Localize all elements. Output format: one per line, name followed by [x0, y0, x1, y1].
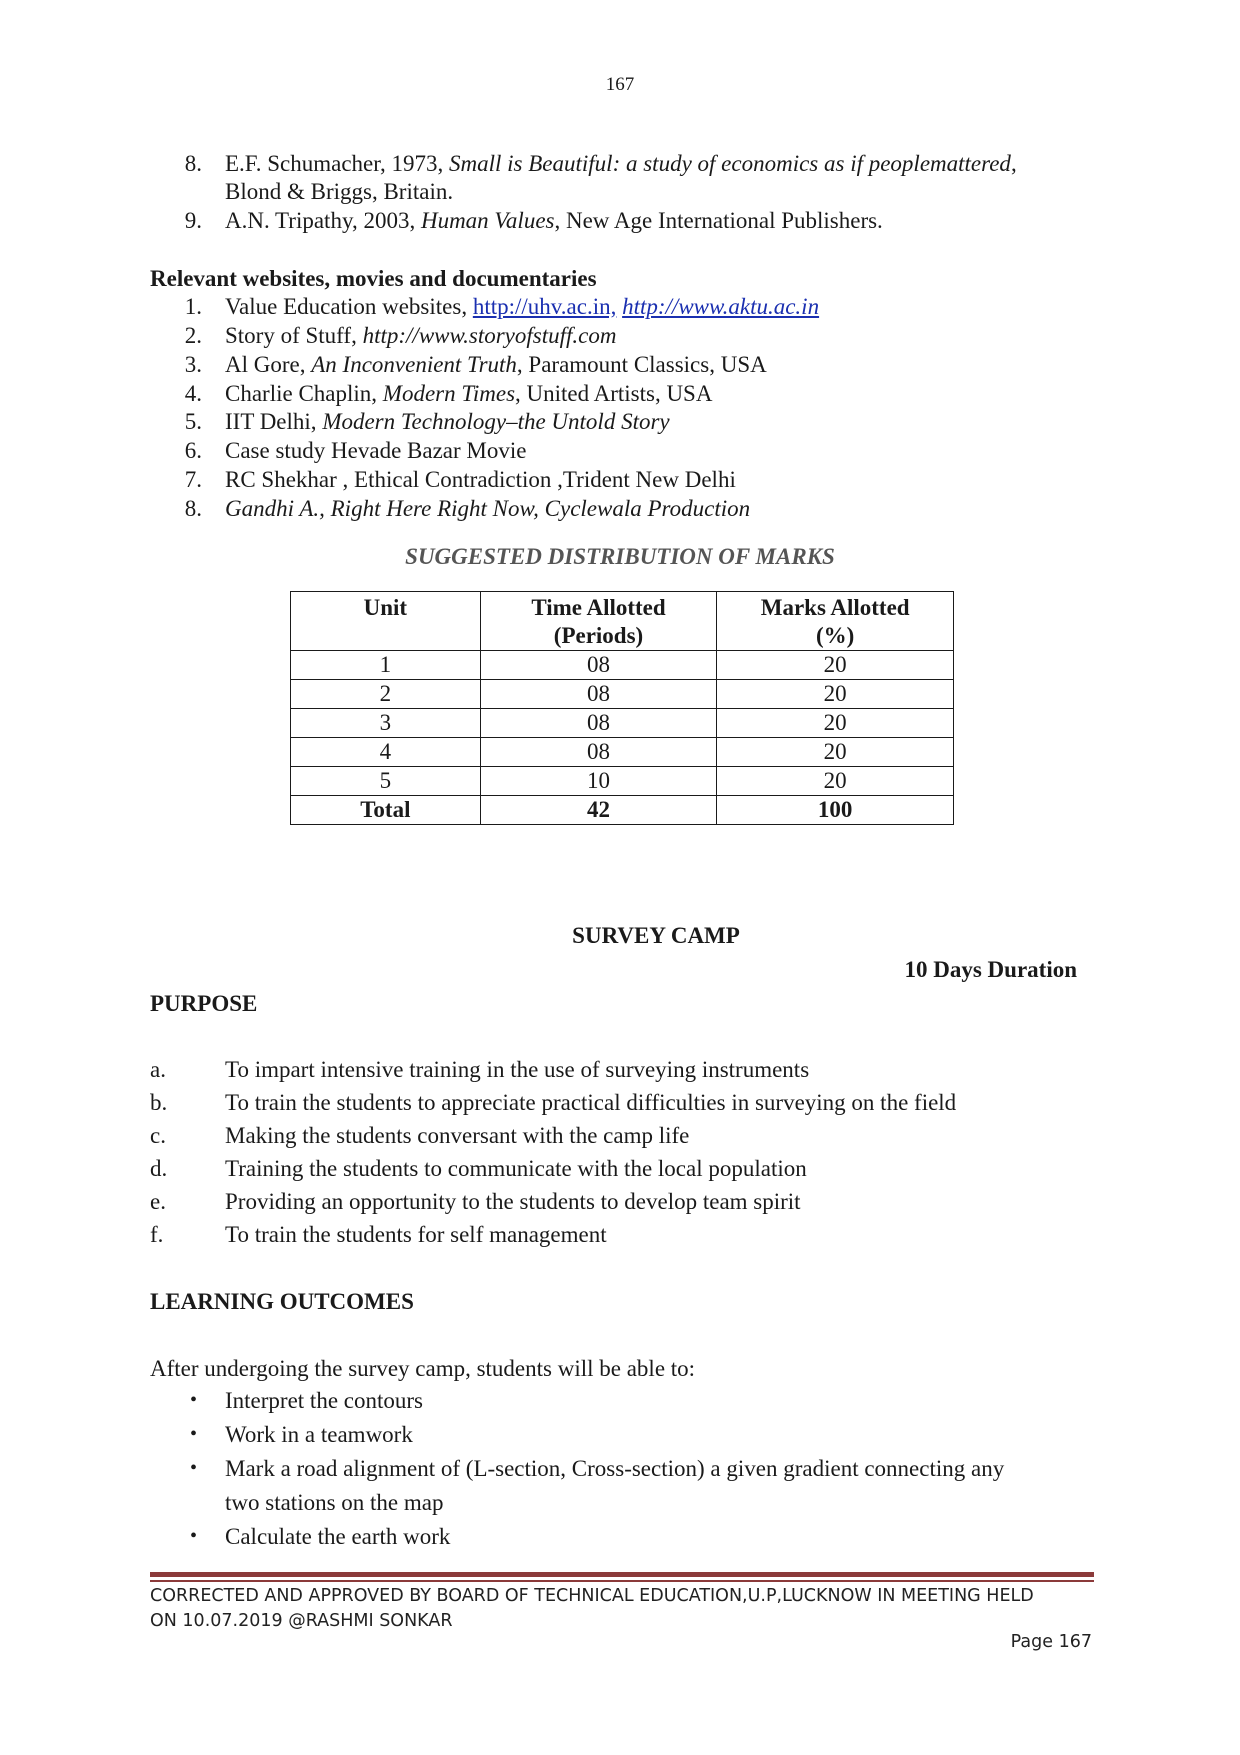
table-cell: 4 — [291, 738, 481, 767]
learning-outcomes-heading: LEARNING OUTCOMES — [150, 1289, 414, 1314]
purpose-item: Training the students to communicate with the local population — [225, 1156, 807, 1181]
list-item-title: Modern Times — [382, 381, 516, 406]
list-number: 2. — [184, 323, 202, 348]
marks-table-title: SUGGESTED DISTRIBUTION OF MARKS — [405, 544, 835, 569]
list-item: Gandhi A., Right Here Right Now, Cyclewala Production — [225, 496, 751, 521]
purpose-letter: a. — [150, 1057, 166, 1082]
table-cell: 3 — [291, 709, 481, 738]
bullet-icon: • — [190, 1389, 198, 1411]
reference-item — [225, 206, 883, 235]
outcome-item: Interpret the contours — [225, 1388, 423, 1413]
list-number: 8. — [184, 496, 202, 521]
reference-title: Small is Beautiful: a study of economics as if peoplemattered — [449, 151, 1011, 176]
list-item — [225, 350, 767, 379]
duration-label: 10 Days Duration — [904, 957, 1077, 982]
purpose-letter: e. — [150, 1189, 166, 1214]
footer-line: ON 10.07.2019 @RASHMI SONKAR — [150, 1611, 453, 1631]
list-number: 1. — [184, 294, 202, 319]
list-number: 5. — [184, 409, 202, 434]
reference-tail: , New Age International Publishers. — [554, 208, 883, 233]
table-row — [291, 738, 954, 767]
purpose-letter: f. — [150, 1222, 164, 1247]
purpose-item: To impart intensive training in the use of surveying instruments — [225, 1057, 810, 1082]
footer-rule — [150, 1572, 1094, 1577]
list-number: 6. — [184, 438, 202, 463]
reference-number: 8. — [184, 151, 202, 176]
table-row — [291, 680, 954, 709]
footer-line: CORRECTED AND APPROVED BY BOARD OF TECHNICAL EDUCATION,U.P,LUCKNOW IN MEETING HELD — [150, 1586, 1034, 1606]
purpose-item: To train the students for self management — [225, 1222, 607, 1247]
table-total-row — [291, 796, 954, 825]
list-item — [225, 292, 819, 321]
table-row — [291, 709, 954, 738]
list-item-title: Modern Technology–the Untold Story — [322, 409, 670, 434]
footer-rule-thin — [150, 1580, 1094, 1582]
list-item-title: An Inconvenient Truth — [311, 352, 517, 377]
list-item — [225, 407, 670, 436]
table-header-row — [291, 592, 954, 651]
table-row — [291, 767, 954, 796]
bullet-icon: • — [190, 1423, 198, 1445]
table-cell: 08 — [480, 709, 717, 738]
table-cell: 08 — [480, 680, 717, 709]
column-header-marks: Marks Allotted (%) — [717, 592, 954, 651]
purpose-item: To train the students to appreciate practical difficulties in surveying on the field — [225, 1090, 957, 1115]
purpose-heading: PURPOSE — [150, 991, 258, 1016]
footer-note — [150, 1584, 1034, 1634]
reference-continuation: Blond & Briggs, Britain. — [225, 179, 454, 204]
table-cell: 20 — [717, 680, 954, 709]
purpose-letter: b. — [150, 1090, 168, 1115]
table-cell: 08 — [480, 651, 717, 680]
uhv-link[interactable]: http://uhv.ac.in, — [472, 294, 617, 319]
list-item — [225, 321, 616, 350]
reference-tail: , — [1010, 151, 1017, 176]
list-item-tail: , Paramount Classics, USA — [516, 352, 767, 377]
table-row — [291, 651, 954, 680]
footer-page-number: Page 167 — [1010, 1632, 1092, 1652]
table-cell: 42 — [480, 796, 717, 825]
outcomes-intro: After undergoing the survey camp, students will be able to: — [150, 1356, 696, 1381]
list-number: 7. — [184, 467, 202, 492]
websites-heading: Relevant websites, movies and documentaries — [150, 266, 597, 291]
reference-item — [225, 149, 1017, 178]
list-number: 3. — [184, 352, 202, 377]
column-header-time: Time Allotted (Periods) — [480, 592, 717, 651]
list-item-text: Al Gore, — [225, 352, 312, 377]
table-cell: Total — [291, 796, 481, 825]
outcome-item: Work in a teamwork — [225, 1422, 413, 1447]
reference-number: 9. — [184, 208, 202, 233]
list-item: RC Shekhar , Ethical Contradiction ,Trident New Delhi — [225, 467, 736, 492]
table-cell: 20 — [717, 738, 954, 767]
list-item-text: Value Education websites, — [225, 294, 473, 319]
table-cell: 2 — [291, 680, 481, 709]
reference-author: E.F. Schumacher, 1973, — [225, 151, 450, 176]
list-item-url: http://www.storyofstuff.com — [362, 323, 617, 348]
list-number: 4. — [184, 381, 202, 406]
table-cell: 20 — [717, 709, 954, 738]
reference-title: Human Values — [420, 208, 555, 233]
list-item-text: Charlie Chaplin, — [225, 381, 383, 406]
list-item-text: Story of Stuff, — [225, 323, 363, 348]
list-item-tail: , United Artists, USA — [515, 381, 713, 406]
table-cell: 20 — [717, 651, 954, 680]
table-cell: 100 — [717, 796, 954, 825]
outcome-item: Mark a road alignment of (L-section, Cross-section) a given gradient connecting any — [225, 1456, 1005, 1481]
aktu-link[interactable]: http://www.aktu.ac.in — [622, 294, 820, 319]
table-cell: 20 — [717, 767, 954, 796]
table-cell: 08 — [480, 738, 717, 767]
outcome-item: Calculate the earth work — [225, 1524, 451, 1549]
list-item: Case study Hevade Bazar Movie — [225, 438, 527, 463]
table-cell: 5 — [291, 767, 481, 796]
list-item — [225, 379, 712, 408]
survey-camp-title: SURVEY CAMP — [572, 923, 740, 948]
outcome-item-continuation: two stations on the map — [225, 1490, 444, 1515]
page-number: 167 — [605, 74, 635, 95]
table-cell: 1 — [291, 651, 481, 680]
reference-author: A.N. Tripathy, 2003, — [225, 208, 421, 233]
purpose-item: Making the students conversant with the camp life — [225, 1123, 690, 1148]
list-item-text: IIT Delhi, — [225, 409, 323, 434]
table-cell: 10 — [480, 767, 717, 796]
bullet-icon: • — [190, 1525, 198, 1547]
purpose-item: Providing an opportunity to the students to develop team spirit — [225, 1189, 801, 1214]
column-header-unit: Unit — [291, 592, 481, 651]
bullet-icon: • — [190, 1457, 198, 1479]
purpose-letter: c. — [150, 1123, 166, 1148]
marks-distribution-table — [290, 591, 954, 825]
purpose-letter: d. — [150, 1156, 168, 1181]
